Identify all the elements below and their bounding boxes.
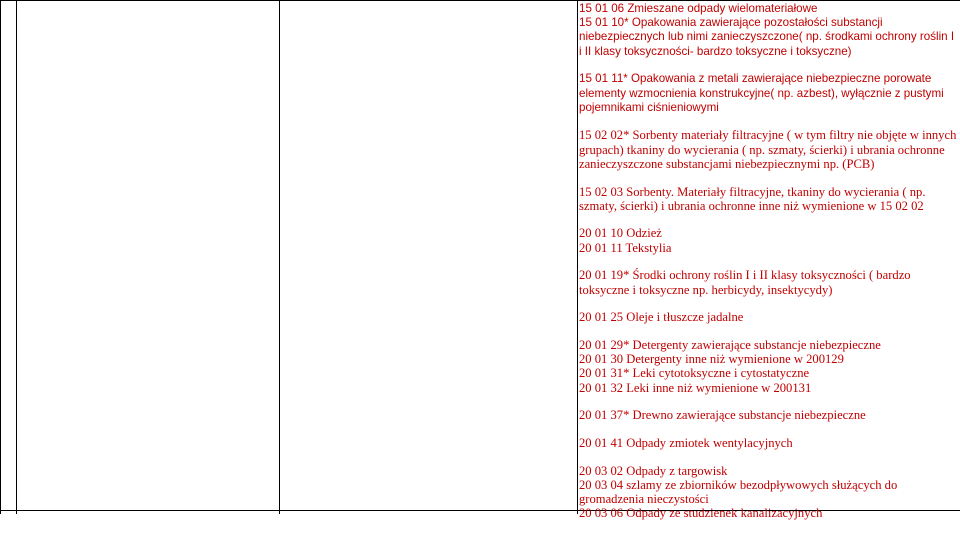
waste-code-group xyxy=(579,464,960,521)
waste-code-line: elementy wzmocnienia konstrukcyjne( np. azbest), wyłącznie z pustymi xyxy=(579,86,944,100)
waste-code-line: 20 01 30 Detergenty inne niż wymienione w 200129 xyxy=(579,352,844,367)
waste-code-group xyxy=(579,72,960,115)
waste-code-line: 20 01 25 Oleje i tłuszcze jadalne xyxy=(579,310,744,325)
waste-code-line: 15 02 03 Sorbenty. Materiały filtracyjne, tkaniny do wycierania ( np. xyxy=(579,184,926,199)
table-divider-2 xyxy=(279,0,280,514)
waste-code-line: 15 01 11* Opakowania z metali zawierające niebezpieczne porowate xyxy=(579,72,932,86)
waste-code-line: 20 01 19* Środki ochrony roślin I i II klasy toksyczności ( bardzo xyxy=(579,268,911,283)
waste-code-line: 20 03 04 szlamy ze zbiorników bezodpływowych służących do xyxy=(579,477,898,492)
waste-code-group xyxy=(579,128,960,171)
table-divider-1 xyxy=(16,0,17,514)
waste-code-group xyxy=(579,185,960,213)
waste-code-line: 20 01 10 Odzież xyxy=(579,226,662,241)
waste-code-line: grupach) tkaniny do wycierania ( np. szmaty, ścierki) i ubrania ochronne xyxy=(579,142,945,157)
waste-code-line: zanieczyszczone substancjami niebezpiecznymi np. (PCB) xyxy=(579,156,875,171)
waste-code-line: 20 01 11 Tekstylia xyxy=(579,240,672,255)
waste-code-line: 20 01 31* Leki cytotoksyczne i cytostatyczne xyxy=(579,366,810,381)
waste-code-group xyxy=(579,408,960,422)
waste-code-group xyxy=(579,338,960,395)
waste-code-group xyxy=(579,268,960,296)
waste-code-line: 20 01 37* Drewno zawierające substancje niebezpieczne xyxy=(579,408,866,423)
waste-code-line: pojemnikami ciśnieniowymi xyxy=(579,100,719,114)
waste-code-line: niebezpiecznych lub nimi zanieczyszczone( np. środkami ochrony roślin I xyxy=(579,30,955,44)
waste-code-line: i II klasy toksyczności- bardzo toksyczne i toksyczne) xyxy=(579,44,852,58)
waste-code-line: 15 01 06 Zmieszane odpady wielomateriałowe xyxy=(579,2,818,15)
waste-code-line: 15 01 10* Opakowania zawierające pozostałości substancji xyxy=(579,16,883,30)
waste-code-group xyxy=(579,310,960,324)
table-divider-3 xyxy=(577,0,578,514)
waste-code-line: gromadzenia nieczystości xyxy=(579,492,709,507)
waste-code-line: szmaty, ścierki) i ubrania ochronne inne niż wymienione w 15 02 02 xyxy=(579,198,924,213)
waste-code-line: 20 03 02 Odpady z targowisk xyxy=(579,463,728,478)
waste-code-line: 20 03 06 Odpady ze studzienek kanalizacyjnych xyxy=(579,506,823,521)
waste-code-line: 15 02 02* Sorbenty materiały filtracyjne ( w tym filtry nie objęte w innych xyxy=(579,128,957,143)
waste-code-group xyxy=(579,2,960,59)
waste-code-group xyxy=(579,226,960,254)
waste-code-line: 20 01 41 Odpady zmiotek wentylacyjnych xyxy=(579,435,793,450)
waste-code-line: 20 01 29* Detergenty zawierające substancje niebezpieczne xyxy=(579,337,881,352)
waste-code-list xyxy=(579,2,960,534)
waste-code-line: 20 01 32 Leki inne niż wymienione w 200131 xyxy=(579,380,812,395)
waste-code-line: toksyczne i toksyczne np. herbicydy, insektycydy) xyxy=(579,282,833,297)
waste-code-group xyxy=(579,436,960,450)
table-top-border xyxy=(0,0,960,1)
table-border-left xyxy=(0,0,1,514)
